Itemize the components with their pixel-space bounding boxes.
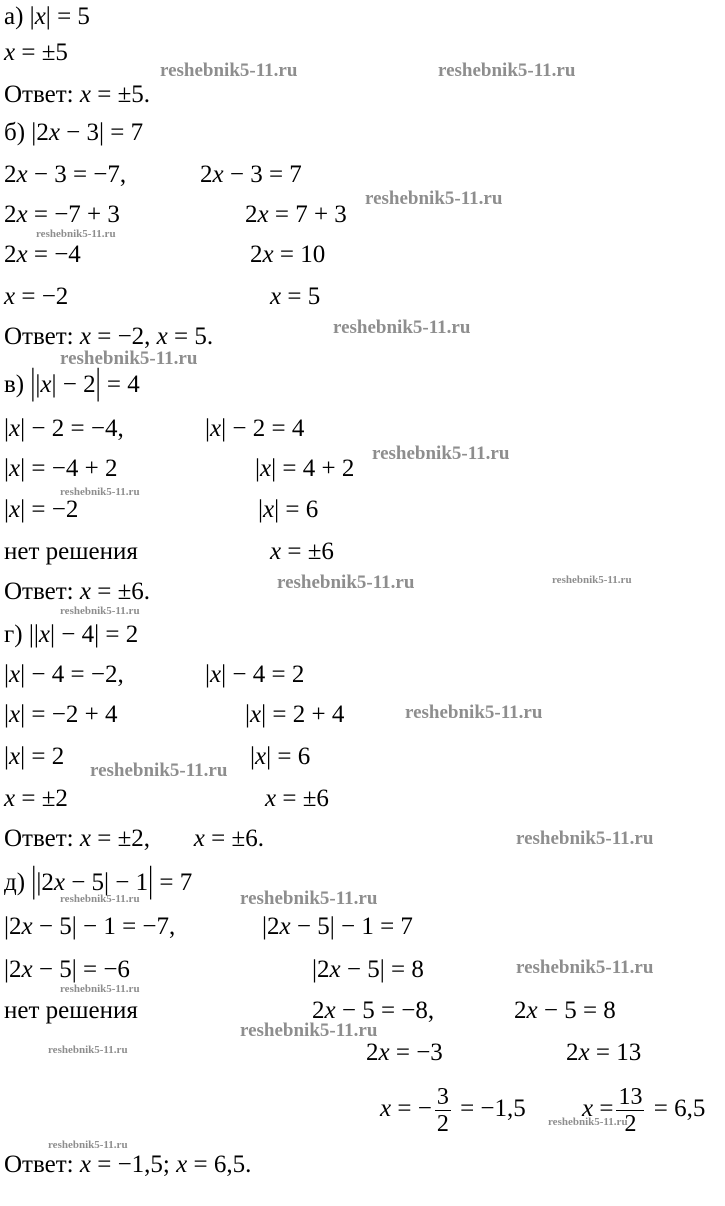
problem-v-step-2a: |x| = −4 + 2	[4, 455, 118, 482]
watermark: reshebnik5-11.ru	[240, 888, 378, 909]
problem-g-equation: г) ||x| − 4| = 2	[4, 621, 139, 648]
problem-a-equation: а) |x| = 5	[4, 3, 90, 30]
problem-g-step-3b: |x| = 6	[250, 743, 311, 770]
watermark: reshebnik5-11.ru	[516, 957, 654, 978]
problem-d-step-1a: |2x − 5| − 1 = −7,	[4, 913, 176, 940]
problem-d-answer: Ответ: x = −1,5; x = 6,5.	[4, 1151, 252, 1178]
problem-v-step-2b: |x| = 4 + 2	[255, 455, 355, 482]
problem-d-step-4c: 2x = 13	[566, 1039, 642, 1066]
watermark: reshebnik5-11.ru	[277, 572, 415, 593]
problem-g-step-1b: |x| − 4 = 2	[205, 661, 305, 688]
problem-b-step-2b: 2x = 7 + 3	[245, 201, 347, 228]
problem-b-step-4b: x = 5	[270, 283, 321, 310]
watermark: reshebnik5-11.ru	[48, 1139, 128, 1151]
problem-b-step-3b: 2x = 10	[250, 241, 326, 268]
problem-b-step-1b: 2x − 3 = 7	[200, 161, 302, 188]
problem-d-step-2b: |2x − 5| = 8	[312, 956, 424, 983]
problem-g-step-2a: |x| = −2 + 4	[4, 701, 118, 728]
watermark: reshebnik5-11.ru	[60, 893, 140, 905]
problem-d-step-3a: нет решения	[4, 997, 138, 1024]
problem-b-step-1a: 2x − 3 = −7,	[4, 161, 127, 188]
problem-v-step-1a: |x| − 2 = −4,	[4, 415, 124, 442]
problem-g-step-4a: x = ±2	[4, 785, 68, 812]
problem-d-equation: д) ||2x − 5| − 1| = 7	[4, 860, 193, 901]
problem-g-step-1a: |x| − 4 = −2,	[4, 661, 124, 688]
problem-g-answer: Ответ: x = ±2, x = ±6.	[4, 825, 264, 852]
problem-b-step-4a: x = −2	[4, 283, 69, 310]
watermark: reshebnik5-11.ru	[548, 1116, 628, 1128]
problem-a-step-1: x = ±5	[4, 39, 68, 66]
watermark: reshebnik5-11.ru	[60, 605, 140, 617]
problem-g-step-3a: |x| = 2	[4, 743, 65, 770]
problem-d-step-5c: x = $\frac{13}{2}$ = 6,5	[582, 1084, 706, 1137]
watermark: reshebnik5-11.ru	[60, 983, 140, 995]
problem-d-step-5b: x = − $\frac{3}{2}$ = −1,5	[380, 1084, 526, 1137]
problem-d-step-3c: 2x − 5 = 8	[514, 997, 616, 1024]
problem-b-step-2a: 2x = −7 + 3	[4, 201, 120, 228]
problem-v-step-1b: |x| − 2 = 4	[205, 415, 305, 442]
problem-g-step-2b: |x| = 2 + 4	[245, 701, 345, 728]
watermark: reshebnik5-11.ru	[90, 760, 228, 781]
problem-v-answer: Ответ: x = ±6.	[4, 578, 151, 605]
watermark: reshebnik5-11.ru	[365, 188, 503, 209]
watermark: reshebnik5-11.ru	[60, 486, 140, 498]
problem-a-answer: Ответ: x = ±5.	[4, 81, 151, 108]
watermark: reshebnik5-11.ru	[405, 702, 543, 723]
problem-g-step-4b: x = ±6	[265, 785, 329, 812]
watermark: reshebnik5-11.ru	[438, 60, 576, 81]
problem-d-step-2a: |2x − 5| = −6	[4, 956, 130, 983]
problem-d-step-4b: 2x = −3	[366, 1039, 443, 1066]
watermark: reshebnik5-11.ru	[552, 574, 632, 586]
problem-v-step-4b: x = ±6	[270, 538, 334, 565]
problem-v-step-4a: нет решения	[4, 538, 138, 565]
watermark: reshebnik5-11.ru	[333, 317, 471, 338]
problem-d-step-3b: 2x − 5 = −8,	[312, 997, 435, 1024]
problem-v-step-3b: |x| = 6	[258, 496, 319, 523]
watermark: reshebnik5-11.ru	[372, 443, 510, 464]
watermark: reshebnik5-11.ru	[516, 828, 654, 849]
watermark: reshebnik5-11.ru	[240, 1020, 378, 1041]
problem-b-answer: Ответ: x = −2, x = 5.	[4, 323, 214, 350]
problem-v-equation: в) ||x| − 2| = 4	[4, 362, 140, 403]
watermark: reshebnik5-11.ru	[160, 60, 298, 81]
watermark: reshebnik5-11.ru	[60, 348, 198, 369]
fraction-3-over-2: $\frac{3}{2}$	[436, 1084, 449, 1137]
watermark: reshebnik5-11.ru	[36, 228, 116, 240]
problem-v-step-3a: |x| = −2	[4, 496, 79, 523]
fraction-13-over-2: $\frac{13}{2}$	[618, 1084, 643, 1137]
problem-d-step-1b: |2x − 5| − 1 = 7	[262, 913, 413, 940]
problem-b-equation: б) |2x − 3| = 7	[4, 119, 144, 146]
watermark: reshebnik5-11.ru	[48, 1044, 128, 1056]
problem-b-step-3a: 2x = −4	[4, 241, 81, 268]
